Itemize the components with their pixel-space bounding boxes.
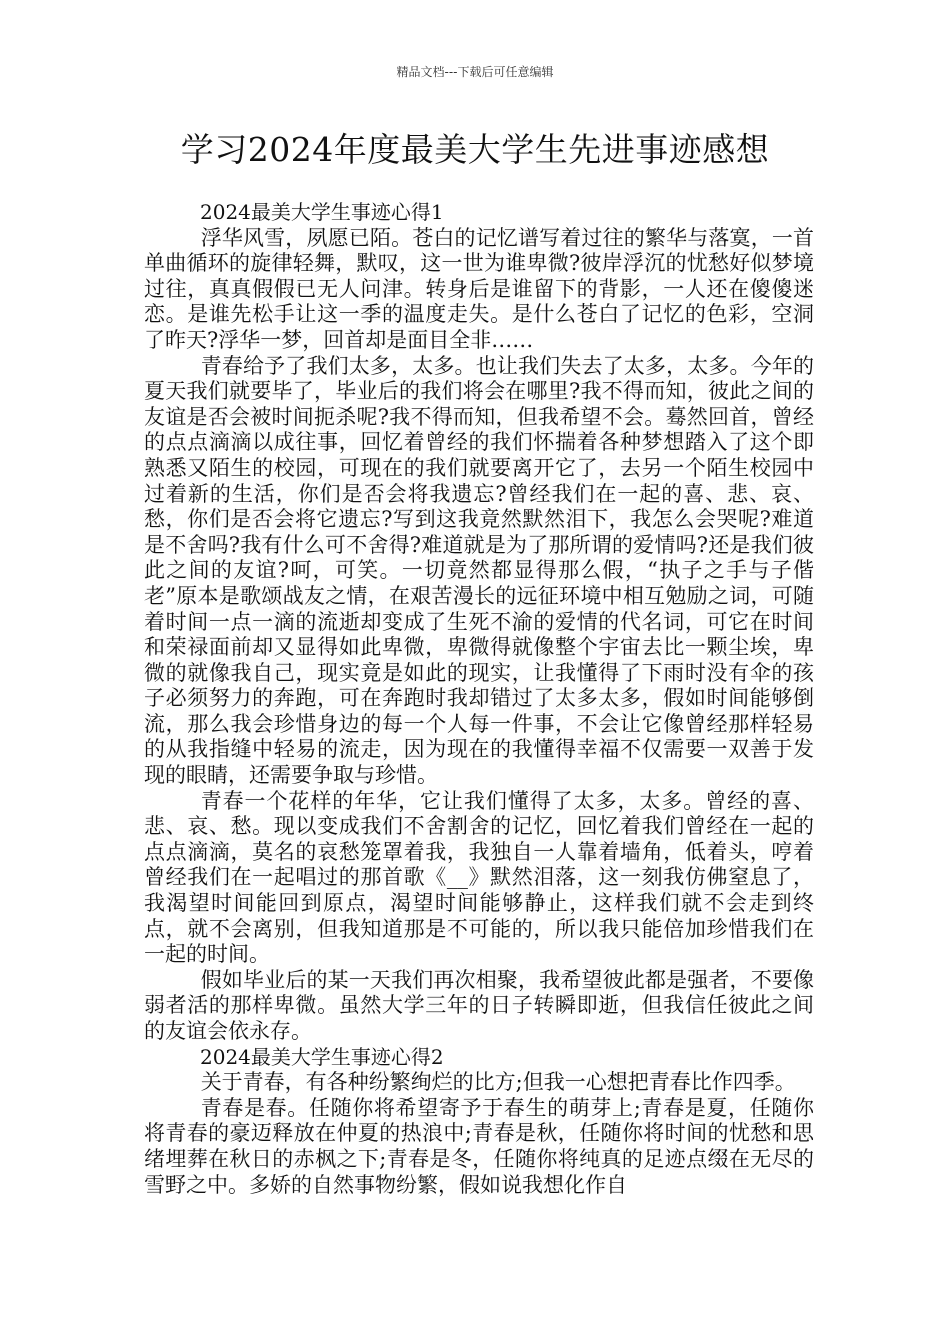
paragraph: 青春给予了我们太多，太多。也让我们失去了太多，太多。今年的夏天我们就要毕了，毕业后的我们将会在哪里?我不得而知，彼此之间的友谊是否会被时间扼杀呢?我不得而知，但我希望不会。蓦然回首，曾经的点点滴滴以成往事，回忆着曾经的我们怀揣着各种梦想踏入了这个即熟悉又陌生的校园，可现在的我们就要离开它了，去另一个陌生校园中过着新的生活，你们是否会将我遗忘?曾经我们在一起的喜、悲、哀、愁，你们是否会将它遗忘?写到这我竟然默然泪下，我怎么会哭呢?难道是不舍吗?我有什么可不舍得?难道就是为了那所谓的爱情吗?还是我们彼此之间的友谊?呵，可笑。一切竟然都显得那么假，“执子之手与子偕老”原本是歌颂战友之情，在艰苦漫长的远征环境中相互勉励之词，可随着时间一点一滴的流逝却变成了生死不渝的爱情的代名词，可它在时间和荣禄面前却又显得如此卑微，卑微得就像整个宇宙去比一颗尘埃，卑微的就像我自己，现实竟是如此的现实，让我懂得了下雨时没有伞的孩子必须努力的奔跑，可在奔跑时我却错过了太多太多，假如时间能够倒流，那么我会珍惜身边的每一个人每一件事，不会让它像曾经那样轻易的从我指缝中轻易的流走，因为现在的我懂得幸福不仅需要一双善于发现的眼睛，还需要争取与珍惜。 [144, 353, 814, 788]
paragraph: 青春是春。任随你将希望寄予于春生的萌芽上;青春是夏，任随你将青春的豪迈释放在仲夏的热浪中;青春是秋，任随你将时间的忧愁和思绪埋葬在秋日的赤枫之下;青春是冬，任随你将纯真的足迹点缀在无尽的雪野之中。多娇的自然事物纷繁，假如说我想化作自 [144, 1095, 814, 1197]
section-heading-1: 2024最美大学生事迹心得1 [200, 200, 444, 224]
paragraph: 青春一个花样的年华，它让我们懂得了太多，太多。曾经的喜、悲、哀、愁。现以变成我们不舍割舍的记忆，回忆着我们曾经在一起的点点滴滴，莫名的哀愁笼罩着我，我独自一人靠着墙角，低着头，哼着曾经我们在一起唱过的那首歌《__》默然泪落，这一刻我仿佛窒息了，我渴望时间能回到原点，渴望时间能够静止，这样我们就不会走到终点，就不会离别，但我知道那是不可能的，所以我只能倍加珍惜我们在一起的时间。 [144, 788, 814, 967]
section-heading-2: 2024最美大学生事迹心得2 [200, 1044, 444, 1069]
document-body [144, 200, 814, 1198]
header-note: 精品文档---下载后可任意编辑 [396, 65, 554, 79]
paragraph: 浮华风雪，夙愿已陌。苍白的记忆谱写着过往的繁华与落寞，一首单曲循环的旋律轻舞，默叹，这一世为谁卑微?彼岸浮沉的忧愁好似梦境过往，真真假假已无人问津。转身后是谁留下的背影，一人还在傻傻迷恋。是谁先松手让这一季的温度走失。是什么苍白了记忆的色彩，空洞了昨天?浮华一梦，回首却是面目全非…… [144, 225, 814, 352]
paragraph: 关于青春，有各种纷繁绚烂的比方;但我一心想把青春比作四季。 [200, 1070, 796, 1095]
paragraph: 假如毕业后的某一天我们再次相聚，我希望彼此都是强者，不要像弱者活的那样卑微。虽然大学三年的日子转瞬即逝，但我信任彼此之间的友谊会依永存。 [144, 967, 814, 1043]
document-title: 学习2024年度最美大学生先进事迹感想 [180, 130, 770, 169]
